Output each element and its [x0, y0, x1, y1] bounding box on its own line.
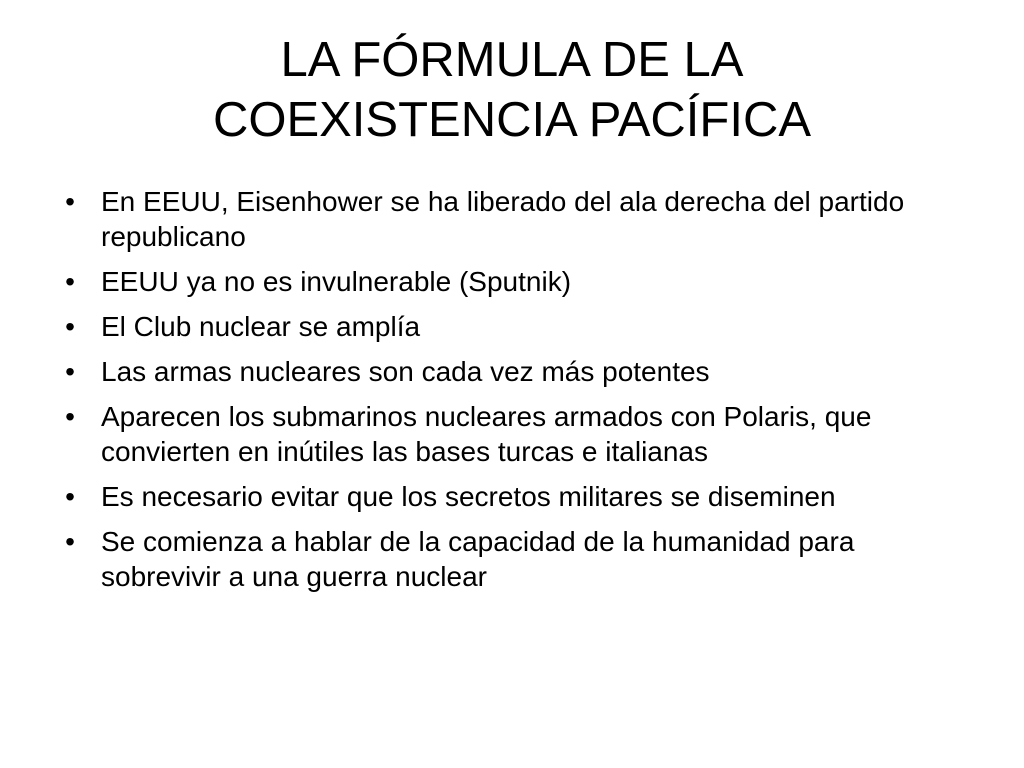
slide-title-line-1: LA FÓRMULA DE LA [280, 33, 744, 87]
bullet-text: Las armas nucleares son cada vez más potentes [101, 356, 710, 387]
bullet-item [60, 184, 960, 254]
slide-title-line-2: COEXISTENCIA PACÍFICA [212, 93, 812, 147]
bullet-item [60, 264, 960, 299]
bullet-text: Aparecen los submarinos nucleares armados con Polaris, que convierten en inútiles las bases turcas e italianas [101, 401, 872, 467]
bullet-item [60, 354, 960, 389]
bullet-item [60, 399, 960, 469]
bullet-item [60, 524, 960, 594]
bullet-marker: • [65, 186, 75, 217]
bullet-marker: • [65, 266, 75, 297]
bullet-text: En EEUU, Eisenhower se ha liberado del ala derecha del partido republicano [101, 186, 905, 252]
bullet-marker: • [65, 401, 75, 432]
bullet-text: EEUU ya no es invulnerable (Sputnik) [101, 266, 572, 297]
bullet-marker: • [65, 311, 75, 342]
bullet-marker: • [65, 481, 75, 512]
bullet-item [60, 479, 960, 514]
bullet-marker: • [65, 356, 75, 387]
bullet-item [60, 309, 960, 344]
bullet-list [60, 184, 960, 604]
slide-title [0, 30, 1024, 150]
bullet-marker: • [65, 526, 75, 557]
bullet-text: El Club nuclear se amplía [101, 311, 421, 342]
bullet-text: Es necesario evitar que los secretos militares se diseminen [101, 481, 836, 512]
bullet-text: Se comienza a hablar de la capacidad de la humanidad para sobrevivir a una guerra nuclear [101, 526, 855, 592]
